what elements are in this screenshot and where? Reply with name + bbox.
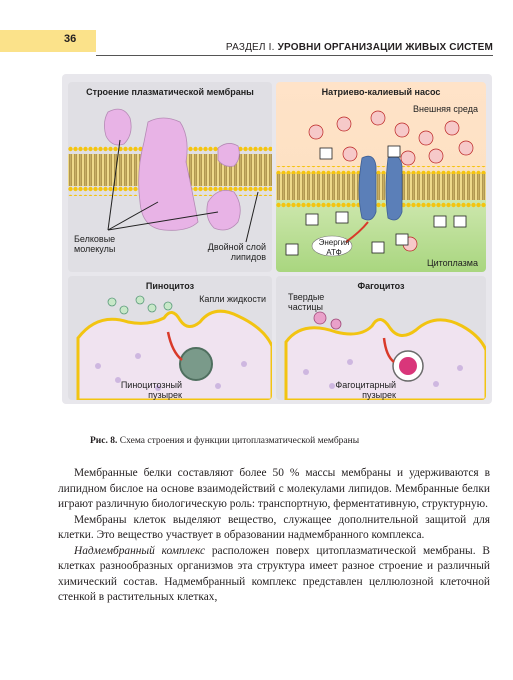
label-liquid-drops: Капли жидкости [199,294,266,304]
label-outer-environment: Внешняя среда [413,104,478,114]
panel-title-pinocytosis: Пиноцитоз [145,281,195,291]
label-pinocytic-vesicle: Пиноцитозный пузырек [120,380,182,400]
paragraph-2: Мембраны клеток выделяют вещество, служащее дополнительной защитой для клетки. Это вещество участвует в образовании надмембранного комплекса. [58,513,490,541]
label-lipid-bilayer: Двойной слой липидов [207,242,266,262]
label-solid-particles: Твердые частицы [288,292,325,312]
page-number: 36 [64,33,77,45]
body-text [58,466,490,606]
panel-phagocytosis [276,276,486,400]
label-cytoplasm: Цитоплазма [426,258,478,268]
caption-text: Схема строения и функции цитоплазматической мембраны [119,436,360,446]
paragraph-3 [58,544,490,606]
section-title: УРОВНИ ОРГАНИЗАЦИИ ЖИВЫХ СИСТЕМ [277,42,493,53]
caption-label: Рис. 8. [90,436,118,446]
label-atp-energy: Энергия АТФ [318,238,350,257]
page-number-tab [0,30,96,52]
panel-pinocytosis [68,276,272,400]
label-phagocytic-vesicle: Фагоцитарный пузырек [335,380,396,400]
panel-membrane-structure [68,82,272,272]
label-protein-molecules: Белковые молекулы [74,234,116,254]
panel-title-structure: Строение плазматической мембраны [86,87,254,97]
panel-sodium-potassium-pump [276,82,486,272]
panel-title-phagocytosis: Фагоцитоз [357,281,405,291]
figure-caption [90,436,359,446]
pump-drawing [276,82,486,272]
header-rule [96,55,493,56]
paragraph-3-text: расположен поверх цитоплазматической мембраны. В клетках разнообразных организмов эта структура имеет разное строение и различный химический состав. Надмембранный комплекс представлен целлюлозной клеточной стенкой в растительных клетках, [58,544,490,603]
running-header [226,42,493,53]
figure-membrane [62,74,492,404]
panel-title-pump: Натриево-калиевый насос [321,87,441,97]
paragraph-1: Мембранные белки составляют более 50 % массы мембраны и удерживаются в липидном бислое на основе взаимодействий с молекулами липидов. Мембранные белки играют различную биологическую роль: транспортную, ферментативную, структурную. [58,467,490,510]
term-supramembrane-complex: Надмембранный комплекс [74,544,206,557]
section-label: РАЗДЕЛ I. [225,42,275,53]
